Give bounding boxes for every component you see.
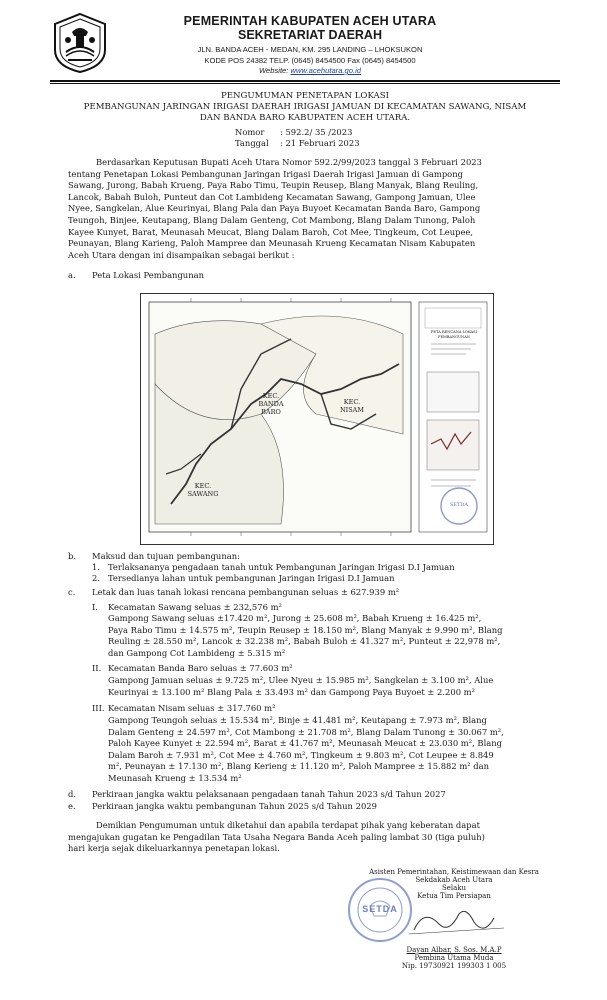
- closing-line: Demikian Pengumuman untuk diketahui dan apabila terdapat pihak yang keberatan dapat: [96, 820, 480, 830]
- detail-line: Dalam Genteng ± 24.597 m², Cot Mambong ± 21.708 m², Blang Dalam Tunong ± 30.067 m²,: [108, 726, 504, 737]
- intro-line: Teungoh, Binjee, Keutapang, Blang Dalam Genteng, Cot Mambong, Blang Dalam Tunong, Paloh: [68, 214, 476, 225]
- regency-logo: [50, 12, 110, 74]
- group-number: I.: [92, 602, 98, 612]
- stamp-text: SETDA: [362, 904, 398, 914]
- group-detail: [108, 613, 560, 659]
- announcement-subject-2: DAN BANDA BARO KABUPATEN ACEH UTARA.: [199, 113, 411, 123]
- intro-line: Lancok, Babah Buloh, Punteut dan Cot Lambideng Kecamatan Sawang, Gampong Jamuan, Ulee: [68, 191, 476, 202]
- group-number: II.: [92, 663, 102, 673]
- section-b-title: Maksud dan tujuan pembangunan:: [92, 551, 240, 561]
- letterhead-website-row: [140, 66, 480, 75]
- section-d-letter: d.: [68, 789, 77, 799]
- section-a-letter: a.: [68, 270, 76, 280]
- group-detail: [108, 675, 560, 698]
- group-number: III.: [92, 703, 105, 713]
- website-link[interactable]: www.acehutara.go.id: [290, 66, 361, 75]
- intro-line: Kayee Kunyet, Barat, Meunasah Meucat, Blang Dalam Baroh, Cot Mee, Tingkeum, Cot Leupee,: [68, 226, 474, 237]
- section-d-text: Perkiraan jangka waktu pelaksanaan pengadaan tanah Tahun 2023 s/d Tahun 2027: [92, 789, 446, 799]
- detail-line: dan Gampong Cot Lambideng ± 5.315 m²: [108, 647, 286, 658]
- detail-line: Gampong Jamuan seluas ± 9.725 m², Ulee Nyeu ± 15.985 m², Sangkelan ± 3.100 m², Alue: [108, 675, 494, 685]
- header-rule-thick: [50, 80, 560, 82]
- tanggal-label: Tanggal: [235, 138, 269, 148]
- nomor-label: Nomor: [235, 127, 265, 137]
- intro-line: tentang Penetapan Lokasi Pembangunan Jaringan Irigasi Daerah Irigasi Jamuan di Gampong: [68, 168, 463, 179]
- map-stamp: SETDA: [449, 502, 469, 508]
- signature-title-1: Asisten Pemerintahan, Keistimewaan dan Kesra: [369, 868, 539, 876]
- intro-paragraph: [68, 157, 560, 261]
- detail-line: Dalam Baroh ± 7.931 m², Cot Mee ± 4.760 m², Tingkeum ± 9.803 m², Cot Leupee ± 8.849: [108, 749, 494, 760]
- section-c-letter: c.: [68, 587, 76, 597]
- announcement-heading: PENGUMUMAN PENETAPAN LOKASI: [220, 91, 390, 101]
- intro-line: Berdasarkan Keputusan Bupati Aceh Utara Nomor 592.2/99/2023 tanggal 3 Februari 2023: [96, 157, 482, 167]
- signatory-name: Dayan Albar, S. Sos. M.A.P: [406, 946, 502, 954]
- letterhead-contact: KODE POS 24382 TELP. (0645) 8454500 Fax (0645) 8454500: [204, 56, 416, 65]
- group-detail: [108, 715, 560, 784]
- closing-line: mengajukan gugatan ke Pengadilan Tata Usaha Negara Banda Aceh paling lambat 30 (tiga puluh): [68, 831, 485, 842]
- signature-title-4: Ketua Tim Persiapan: [417, 892, 491, 900]
- nomor-value: : 592.2/ 35 /2023: [280, 127, 353, 137]
- section-e-letter: e.: [68, 801, 76, 811]
- map-label-nisam: KEC. NISAM: [339, 398, 365, 414]
- section-b-item-num: 2.: [92, 573, 100, 583]
- detail-line: Meunasah Krueng ± 13.534 m²: [108, 772, 242, 783]
- detail-line: Gampong Sawang seluas ±17.420 m², Jurong ± 25.608 m², Babah Krueng ± 16.425 m²,: [108, 613, 482, 623]
- letterhead-address: JLN. BANDA ACEH - MEDAN, KM. 295 LANDING – LHOKSUKON: [197, 45, 423, 54]
- signature-title-3: Selaku: [441, 884, 467, 892]
- detail-line: Paya Rabo Timu ± 14.575 m², Teupin Reusep ± 18.150 m², Blang Manyak ± 9.990 m², Blang: [108, 624, 503, 635]
- map-label-sawang: KEC. SAWANG: [187, 482, 219, 498]
- group-heading: Kecamatan Banda Baro seluas ± 77.603 m²: [108, 663, 293, 673]
- header-rule-thin: [50, 83, 560, 84]
- letterhead-government: PEMERINTAH KABUPATEN ACEH UTARA: [183, 14, 437, 28]
- closing-paragraph: [68, 820, 560, 855]
- detail-line: Gampong Teungoh seluas ± 15.534 m², Binje ± 41.481 m², Keutapang ± 7.973 m², Blang: [108, 715, 487, 725]
- location-map: [140, 293, 494, 545]
- announcement-subject-1: PEMBANGUNAN JARINGAN IRIGASI DAERAH IRIGASI JAMUAN DI KECAMATAN SAWANG, NISAM: [83, 102, 527, 112]
- website-label: Website:: [258, 66, 291, 75]
- closing-line: hari kerja sejak dikeluarkannya penetapan lokasi.: [68, 843, 280, 854]
- section-b-item-num: 1.: [92, 562, 100, 572]
- section-e-text: Perkiraan jangka waktu pembangunan Tahun 2025 s/d Tahun 2029: [92, 801, 377, 811]
- intro-line: Aceh Utara dengan ini disampaikan sebagai berikut :: [68, 249, 295, 260]
- group-heading: Kecamatan Sawang seluas ± 232,576 m²: [108, 602, 282, 612]
- section-a-title: Peta Lokasi Pembangunan: [92, 270, 204, 280]
- section-c-title: Letak dan luas tanah lokasi rencana pembangunan seluas ± 627.939 m²: [92, 587, 400, 597]
- map-legend-title: PETA RENCANA LOKASI PEMBANGUNAN: [430, 330, 478, 339]
- detail-line: Keurinyai ± 13.100 m² Blang Pala ± 33.493 m² dan Gampong Paya Buyoet ± 2.200 m²: [108, 686, 475, 697]
- section-b-letter: b.: [68, 551, 77, 561]
- detail-line: m², Peunayan ± 17.130 m², Blang Kerieng ± 11.120 m², Paloh Mampree ± 15.882 m² dan: [108, 761, 490, 771]
- signature-title-2: Sekdakab Aceh Utara: [415, 876, 493, 884]
- letterhead-secretariat: SEKRETARIAT DAERAH: [238, 28, 382, 42]
- intro-line: Peunayan, Blang Karieng, Paloh Mampree dan Meunasah Krueng Kecamatan Nisam Kabupaten: [68, 238, 476, 249]
- group-heading: Kecamatan Nisam seluas ± 317.760 m²: [108, 703, 276, 713]
- map-label-banda-baro: KEC. BANDA BARO: [258, 392, 284, 416]
- detail-line: Reuling ± 28.550 m², Lancok ± 32.238 m², Babah Buloh ± 41.327 m², Punteut ± 22,978 m²,: [108, 636, 501, 646]
- intro-line: Sawang, Jurong, Babah Krueng, Paya Rabo Timu, Teupin Reusep, Blang Manyak, Blang Reuling,: [68, 180, 479, 191]
- signatory-nip: Nip. 19730921 199303 1 005: [401, 962, 507, 970]
- signatory-rank: Pembina Utama Muda: [414, 954, 494, 962]
- tanggal-value: : 21 Februari 2023: [280, 138, 360, 148]
- section-b-item-text: Terlaksananya pengadaan tanah untuk Pembangunan Jaringan Irigasi D.I Jamuan: [108, 562, 455, 572]
- intro-line: Nyee, Sangkelan, Alue Keurinyai, Blang Pala dan Paya Buyoet Kecamatan Banda Baro, Gampong: [68, 203, 481, 214]
- detail-line: Paloh Kayee Kunyet ± 22.594 m², Barat ± 41.767 m², Meunasah Meucat ± 23.030 m², Blang: [108, 738, 503, 748]
- section-b-item-text: Tersedianya lahan untuk pembangunan Jaringan Irigasi D.I Jamuan: [108, 573, 395, 583]
- official-stamp: [346, 876, 414, 944]
